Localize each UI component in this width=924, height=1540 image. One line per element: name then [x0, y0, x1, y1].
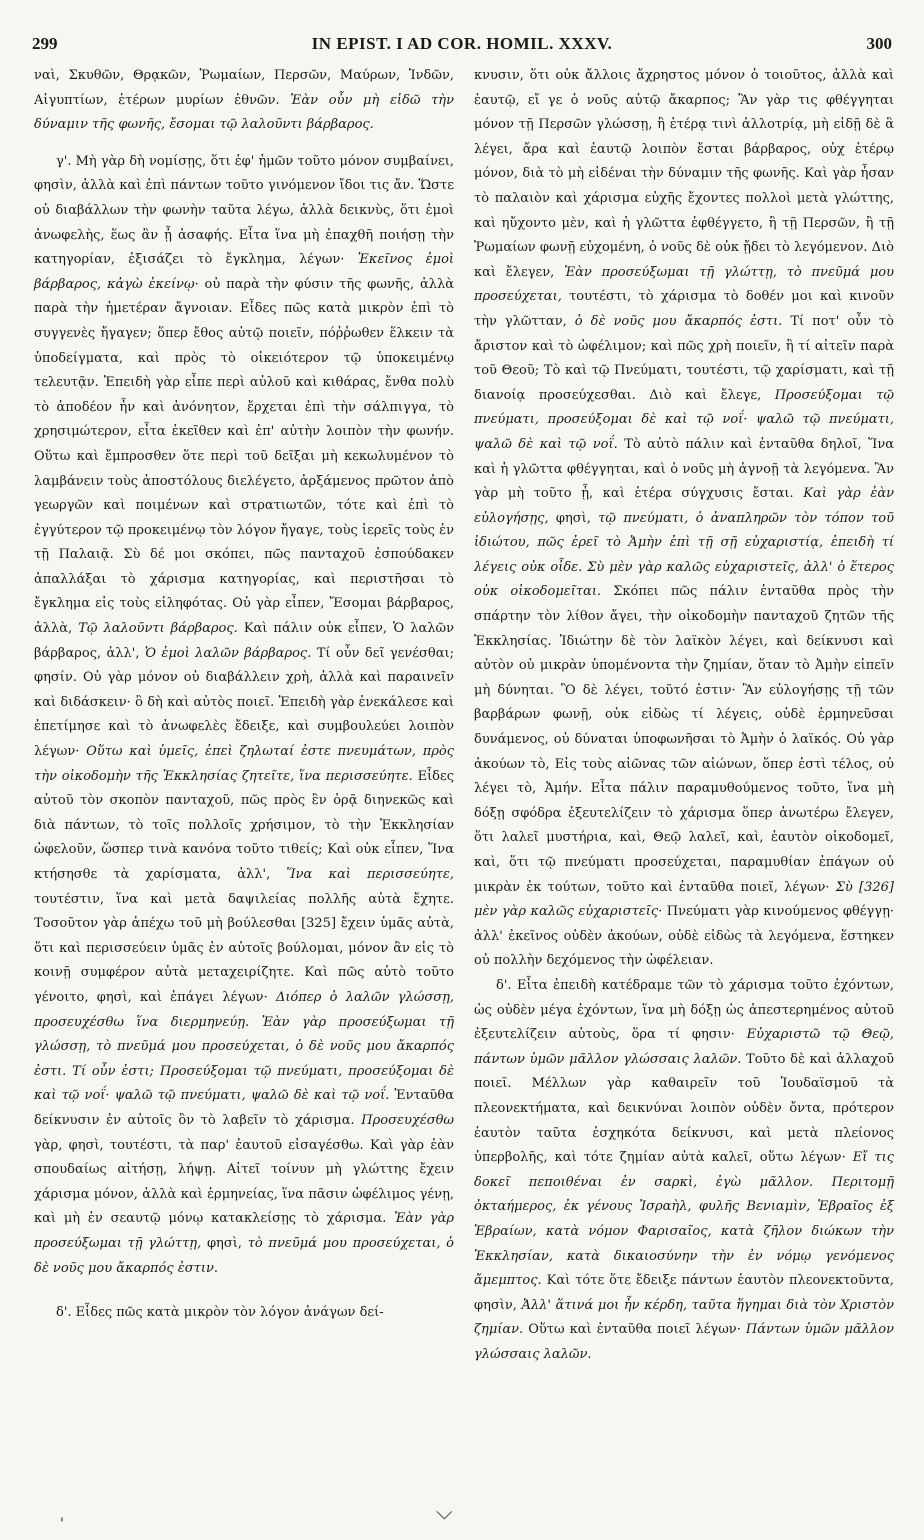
body-text: Τί ποτ' οὖν τὸ ἄριστον καὶ τὸ ὠφέλιμον; καὶ πῶς χρὴ ποιεῖν, ἢ τί αἰτεῖν παρὰ τοῦ Θεοῦ; Τὸ καὶ τῷ Πνεύματι, τουτέστι, τῷ χαρίσματι, καὶ τῇ διανοίᾳ προσεύχεσθαι. Διὸ καὶ ἔλεγε, [474, 313, 894, 403]
body-text: φησὶ, [548, 510, 599, 526]
body-text: τουτέστιν, ἵνα καὶ μετὰ δαψιλείας πολλῆς αὐτὰ ἔχητε. Τοσοῦτον γὰρ ἀπέχω τοῦ μὴ βούλεσθαι [325] ἔχειν ὑμᾶς αὐτὰ, ὅτι καὶ περισσεύειν ὑμᾶς ἐν αὐτοῖς βούλομαι, μόνον ἂν εἰς τὸ κοινῇ συμφέρον αὐτὰ μεταχειρίζητε. Καὶ πῶς αὐτὸ τοῦτο γένοιτο, φησὶ, καὶ ἐπάγει λέγων· [34, 891, 454, 1005]
left-text-column [34, 64, 454, 1326]
scripture-quote: τῷ πνεύματι, ὁ ἀναπληρῶν τὸν τόπον τοῦ ἰδιώτου, πῶς ἐρεῖ τὸ Ἀμὴν ἐπὶ τῇ σῇ εὐχαριστίᾳ, ἐπειδὴ τί λέγεις οὐκ οἶδε. Σὺ μὲν γὰρ καλῶς εὐχαριστεῖς, ἀλλ' ὁ ἕτερος οὐκ οἰκοδομεῖται. [474, 510, 894, 600]
scripture-quote: Ὁ ἐμοὶ λαλῶν βάρβαρος. [144, 645, 312, 661]
stray-tick-mark: ' [60, 1516, 64, 1532]
body-text: Εἶδες αὐτοῦ τὸν σκοπὸν πανταχοῦ, πῶς πρὸς ἓν ὁρᾷ διηνεκῶς καὶ διὰ πάντων, τὸ τοῖς πολλοῖς χρήσιμον, τὸ τὴν Ἐκκλησίαν ὠφελοῦν, ὥσπερ τινὰ κανόνα τοῦτο τιθείς; Καὶ οὐκ εἶπεν, Ἵνα κτήσησθε τὰ χαρίσματα, ἀλλ', [34, 768, 455, 882]
left-page-number: 299 [32, 34, 58, 53]
body-text: δ'. Εἶδες πῶς κατὰ μικρὸν τὸν λόγον ἀνάγων δεί- [56, 1305, 384, 1321]
running-title: IN EPIST. I AD COR. HOMIL. XXXV. [311, 34, 613, 53]
body-text: Τὸ αὐτὸ πάλιν καὶ ἐνταῦθα δηλοῖ, Ἵνα καὶ ἡ γλῶττα φθέγγηται, καὶ ὁ νοῦς μὴ ἀγνοῇ τὰ λεγόμενα. Ἂν γὰρ μὴ τοῦτο ᾖ, καὶ ἑτέρα σύγχυσις ἔσται. [474, 436, 894, 502]
body-text: Πνεύματι γὰρ κινούμενος φθέγγῃ· ἀλλ' ἐκεῖνος οὐδὲν ἀκούων, οὐδὲ εἰδὼς τὰ λεγόμενα, ἕστηκεν οὐ πολλὴν δεχόμενος τὴν ὠφέλειαν. [474, 904, 894, 969]
body-text: κνυσιν, ὅτι οὐκ ἄλλοις ἄχρηστος μόνον ὁ τοιοῦτος, ἀλλὰ καὶ ἑαυτῷ, εἴ γε ὁ νοῦς αὐτῷ ἄκαρπος; Ἂν γὰρ τις φθέγγηται μόνον τῇ Περσῶν γλώσσῃ, ἢ ἑτέρᾳ τινὶ ἀλλοτρίᾳ, μὴ εἰδῇ δὲ ἃ λέγει, ἄρα καὶ ἑαυτῷ λοιπὸν ἔσται βάρβαρος, οὐχ ἑτέρῳ μόνον, διὰ τὸ μὴ εἰδέναι τὴν δύναμιν τῆς φωνῆς. Καὶ γὰρ ἦσαν τὸ παλαιὸν καὶ χάρισμα εὐχῆς ἔχοντες πολλοὶ μετὰ γλώττης, καὶ ηὔχοντο μὲν, καὶ ἡ γλῶττα ἐφθέγγετο, ἢ τῇ Περσῶν, ἢ τῇ Ῥωμαίων φωνῇ εὐχομένη, ὁ νοῦς δὲ οὐκ ᾔδει τὸ λεγόμενον. Διὸ καὶ ἔλεγεν, [474, 68, 894, 280]
right-page-number: 300 [866, 34, 892, 53]
paragraph [474, 974, 894, 1368]
right-text-column [474, 64, 894, 1367]
body-text: γὰρ, φησὶ, τουτέστι, τὰ παρ' ἑαυτοῦ εἰσαγέσθω. Καὶ γὰρ ἐὰν σπουδαίως αἰτήσῃ, λήψῃ. Αἰτεῖ τοίνυν μὴ γλώττης ἔχειν χάρισμα μόνον, ἀλλὰ καὶ ἑρμηνείας, ἵνα πᾶσιν ὠφέλιμος γένῃ, καὶ μὴ ἐν σεαυτῷ μόνῳ κατακλείσῃς τὸ χάρισμα. [34, 1137, 454, 1227]
paragraph [34, 64, 454, 138]
scripture-quote: Τῷ λαλοῦντι βάρβαρος. [78, 621, 238, 637]
body-text: Καὶ τότε ὅτε ἔδειξε πάντων ἑαυτὸν πλεονεκτοῦντα, φησὶν, [474, 1273, 894, 1313]
scripture-quote: Ἵνα καὶ περισσεύητε, [286, 867, 454, 882]
scripture-quote: Εὐχαριστῶ τῷ Θεῷ, πάντων ὑμῶν μᾶλλον γλώσσαις λαλῶν. [474, 1027, 894, 1067]
body-text: φησὶ, [201, 1235, 248, 1251]
body-text: Οὕτω καὶ ἐνταῦθα ποιεῖ λέγων· [523, 1322, 746, 1338]
stray-ink-mark: ⌵ [436, 1500, 453, 1525]
scripture-quote: Προσευχέσθω [361, 1112, 454, 1128]
body-text: Σκόπει πῶς πάλιν ἐνταῦθα πρὸς τὴν σπάρτην τὸν λίθον ἄγει, τὴν οἰκοδομὴν πανταχοῦ ζητῶν τῆς Ἐκκλησίας. Ἰδιώτην δὲ τὸν λαϊκὸν λέγει, καὶ δείκνυσι καὶ αὐτὸν οὐ μικρὰν ὑπομένοντα τὴν ζημίαν, ὅταν τὸ Ἀμὴν εἰπεῖν μὴ δύνηται. Ὃ δὲ λέγει, τοῦτό ἐστιν· Ἂν εὐλογήσῃς τῇ τῶν βαρβάρων φωνῇ, οὐκ εἰδὼς τί λέγεις, οὐδὲ ἑρμηνεῦσαι δυνάμενος, οὐ δύναται ὑποφωνῆσαι τὸ Ἀμὴν ὁ λαϊκός. Οὐ γὰρ ἀκούων τὸ, Εἰς τοὺς αἰῶνας τῶν αἰώνων, ὅπερ ἐστὶ τέλος, οὐ λέγει τὸ, Ἀμήν. Εἶτα πάλιν παραμυθούμενος τοῦτο, ἵνα μὴ δόξῃ σφόδρα ἐξευτελίζειν τὸ χάρισμα ὅπερ ἀνωτέρω ἔλεγεν, ὅτι λαλεῖ μυστήρια, καὶ, Θεῷ λαλεῖ, καὶ, ἑαυτὸν οἰκοδομεῖ, καὶ, ὅτι τῷ πνεύματι προσεύχεται, παραμυθίαν ἐπάγων οὐ μικρὰν ἐκ τούτων, τοῦτο καὶ ἐνταῦθα ποιεῖ, λέγων· [474, 584, 894, 895]
scripture-quote: Ἐὰν προσεύξωμαι τῇ γλώττῃ, τὸ πνεῦμά μου προσεύχεται, [474, 264, 895, 305]
scripture-quote: τὸ πνεῦμά μου προσεύχεται, ὁ δὲ νοῦς μου ἄκαρπός ἐστιν. [34, 1235, 455, 1276]
body-text: Τοῦτο δὲ καὶ ἀλλαχοῦ ποιεῖ. Μέλλων γὰρ καθαιρεῖν τοῦ Ἰουδαϊσμοῦ τὰ πλεονεκτήματα, καὶ δεικνύναι λοιπὸν οὐδὲν ὄντα, πρότερον ἑαυτὸν ταῦτα ἐσχηκότα δείκνυσι, καὶ μετὰ πλείονος ὑπερβολῆς, καὶ τότε ζημίαν αὐτὰ καλεῖ, οὕτω λέγων· [474, 1051, 894, 1166]
body-text: οὐ παρὰ τὴν φύσιν τῆς φωνῆς, ἀλλὰ παρὰ τὴν ἡμετέραν ἄγνοιαν. Εἶδες πῶς κατὰ μικρὸν ἐπὶ τὸ συγγενὲς ἤγαγεν; ὅπερ ἔθος αὐτῷ ποιεῖν, πόῤῥωθεν ἕλκειν τὰ ὑποδείγματα, καὶ πρὸς τὸ οἰκειότερον τῷ ὑποκειμένῳ τελευτᾷν. Ἐπειδὴ γὰρ εἶπε περὶ αὐλοῦ καὶ κιθάρας, ἔνθα πολὺ τὸ ἀποδέον ἦν καὶ ἀνόνητον, ἔρχεται ἐπὶ τὴν σάλπιγγα, τὸ χρησιμώτερον, εἶτα ἐκεῖθεν καὶ ἐπ' αὐτὴν λοιπὸν τὴν φωνήν. Οὕτω καὶ ἔμπροσθεν ὅτε περὶ τοῦ δεῖξαι μὴ κεκωλυμένον τὸ λαμβάνειν τοὺς ἀποστόλους διελέγετο, ἀρξάμενος πρῶτον ἀπὸ γεωργῶν καὶ ποιμένων καὶ στρατιωτῶν, τότε καὶ ἐπὶ τὸ ἐγγύτερον τῷ προκειμένῳ τὸν λόγον ἤγαγε, τοὺς ἱερεῖς τοὺς ἐν τῇ Παλαιᾷ. Σὺ δέ μοι σκόπει, πῶς πανταχοῦ ἐσπούδακεν ἀπαλλάξαι τὸ χάρισμα κατηγορίας, καὶ περιστῆσαι τὸ ἔγκλημα εἰς τοὺς εἰληφότας. Οὐ γὰρ εἶπεν, Ἔσομαι βάρβαρος, ἀλλὰ, [34, 276, 454, 637]
scripture-quote: Πάντων ὑμῶν μᾶλλον γλώσσαις λαλῶν. [474, 1322, 894, 1362]
scripture-quote: Καὶ γὰρ ἐὰν εὐλογήσῃς, [474, 486, 894, 526]
paragraph [34, 1301, 454, 1326]
scripture-quote: Ἐκεῖνος ἐμοὶ βάρβαρος, κἀγὼ ἐκείνῳ· [34, 252, 454, 292]
body-text: Ἐνταῦθα δείκνυσιν ἐν αὐτοῖς ὂν τὸ λαβεῖν τὸ χάρισμα. [34, 1088, 454, 1128]
paragraph [34, 150, 454, 1281]
scripture-quote: Ἐὰν οὖν μὴ εἰδῶ τὴν δύναμιν τῆς φωνῆς, ἔσομαι τῷ λαλοῦντι βάρβαρος. [34, 92, 454, 133]
body-text: τουτέστι, τὸ χάρισμα τὸ δοθέν μοι καὶ κινοῦν τὴν γλῶτταν, [474, 289, 894, 329]
body-text: δ'. Εἶτα ἐπειδὴ κατέδραμε τῶν τὸ χάρισμα τοῦτο ἐχόντων, ὡς οὐδὲν μέγα ἐχόντων, ἵνα μὴ δόξῃ ὡς ἀπεστερημένος αὐτοῦ ἐξευτελίζειν αὐτοὺς, ὅρα τί φησιν· [474, 977, 894, 1043]
body-text: ναὶ, Σκυθῶν, Θρᾳκῶν, Ῥωμαίων, Περσῶν, Μαύρων, Ἰνδῶν, Αἰγυπτίων, ἑτέρων μυρίων ἐθνῶν. [34, 68, 454, 108]
scripture-quote: Εἴ τις δοκεῖ πεποιθέναι ἐν σαρκὶ, ἐγὼ μᾶλλον. Περιτομῇ ὀκταήμερος, ἐκ γένους Ἰσραὴλ, φυλῆς Βενιαμὶν, Ἑβραῖος ἐξ Ἑβραίων, κατὰ νόμον Φαρισαῖος, κατὰ ζῆλον διώκων τὴν Ἐκκλησίαν, κατὰ δικαιοσύνην τὴν ἐν νόμῳ γενόμενος ἄμεμπτος. [474, 1150, 894, 1289]
scripture-quote: Προσεύξομαι τῷ πνεύματι, προσεύξομαι δὲ καὶ τῷ νοΐ· ψαλῶ τῷ πνεύματι, ψαλῶ δὲ καὶ τῷ νοΐ. [474, 387, 895, 452]
body-text: Τί οὖν δεῖ γενέσθαι; φησίν. Οὐ γὰρ μόνον οὐ διαβάλλειν χρὴ, ἀλλὰ καὶ παραινεῖν καὶ διδάσκειν· ὃ δὴ καὶ αὐτὸς ποιεῖ. Ἐπειδὴ γὰρ ἐνεκάλεσε καὶ ἐπετίμησε καὶ τὸ ἀνωφελὲς ἔδειξε, καὶ συμβουλεύει λοιπὸν λέγων· [34, 645, 455, 760]
body-text: γ'. Μὴ γὰρ δὴ νομίσῃς, ὅτι ἐφ' ἡμῶν τοῦτο μόνον συμβαίνει, φησὶν, ἀλλὰ καὶ ἐπὶ πάντων τοῦτο γινόμενον ἴδοι τις ἄν. Ὥστε οὐ διαβάλλων τὴν φωνὴν ταῦτα λέγω, ἀλλὰ δεικνὺς, ὅτι ἐμοὶ ἀνωφελὴς, ἕως ἂν ᾖ ἀσαφής. Εἶτα ἵνα μὴ ἐπαχθῆ ποιήσῃ τὴν κατηγορίαν, ἐξισάζει τὸ ἔγκλημα, λέγων· [34, 153, 454, 268]
running-header [28, 34, 896, 60]
body-text: Καὶ πάλιν οὐκ εἶπεν, Ὁ λαλῶν βάρβαρος, ἀλλ', [34, 621, 454, 661]
paragraph [474, 64, 894, 974]
scripture-quote: Ἐὰν γὰρ προσεύξωμαι τῇ γλώττῃ, [34, 1211, 454, 1251]
scripture-quote: Οὕτω καὶ ὑμεῖς, ἐπεὶ ζηλωταί ἐστε πνευμάτων, πρὸς τὴν οἰκοδομὴν τῆς Ἐκκλησίας ζητεῖτε, ἵνα περισσεύητε. [34, 744, 455, 784]
scripture-quote: ὁ δὲ νοῦς μου ἄκαρπός ἐστι. [574, 313, 783, 329]
scripture-quote: Διόπερ ὁ λαλῶν γλώσσῃ, προσευχέσθω ἵνα διερμηνεύῃ. Ἐὰν γὰρ προσεύξωμαι τῇ γλώσσῃ, τὸ πνεῦμά μου προσεύχεται, ὁ δὲ νοῦς μου ἄκαρπός ἐστι. Τί οὖν ἐστι; Προσεύξομαι τῷ πνεύματι, προσεύξομαι δὲ καὶ τῷ νοΐ· ψαλῶ τῷ πνεύματι, ψαλῶ δὲ καὶ τῷ νοΐ. [34, 989, 454, 1104]
scripture-quote: Σὺ [326] μὲν γὰρ καλῶς εὐχαριστεῖς· [474, 879, 895, 920]
scripture-quote: Ἀλλ' ἅτινά μοι ἦν κέρδη, ταῦτα ἥγημαι διὰ τὸν Χριστὸν ζημίαν. [474, 1297, 895, 1338]
